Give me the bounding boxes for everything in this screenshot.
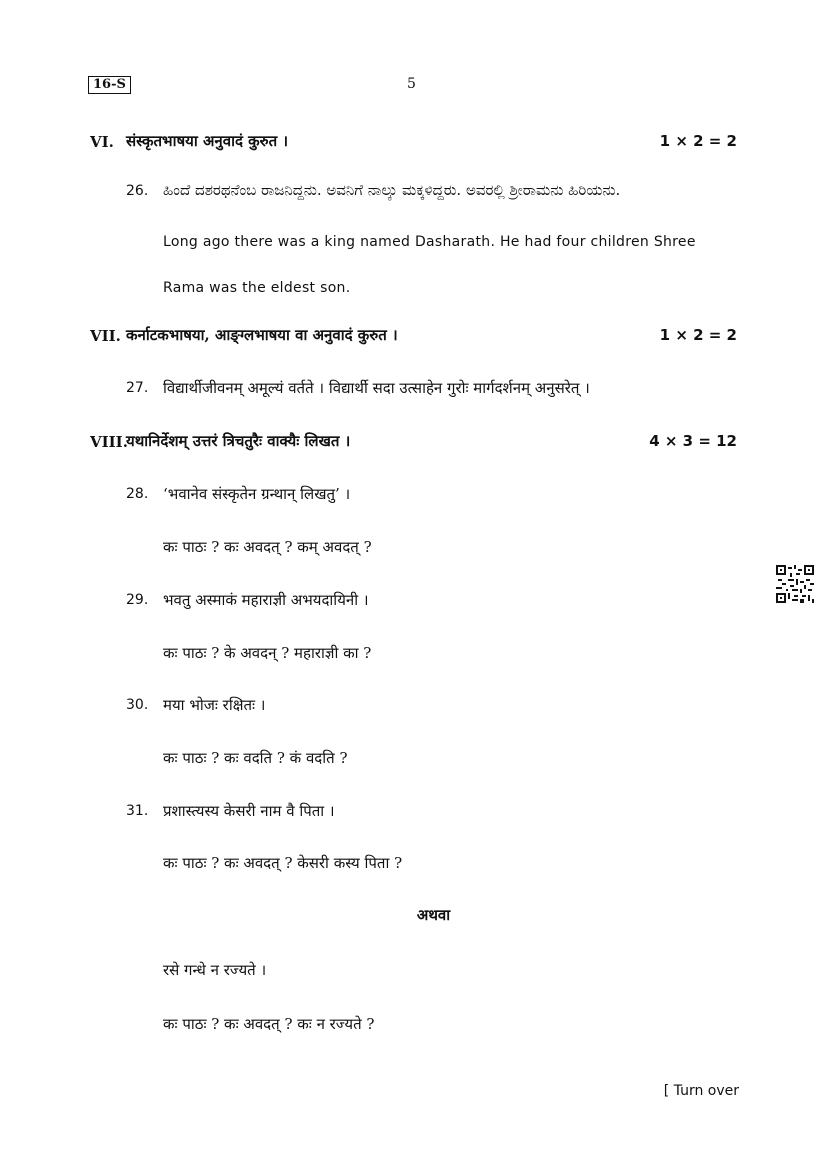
section-viii-marks: 4 × 3 = 12 [649,432,737,450]
section-vii-title: कर्नाटकभाषया, आङ्ग्लभाषया वा अनुवादं कुरुत । [126,326,398,344]
section-vi-marks: 1 × 2 = 2 [659,132,737,150]
question-26-number: 26. [126,183,149,199]
question-28-number: 28. [126,486,149,502]
section-vi-number: VI. [90,133,114,151]
question-27-text: विद्यार्थीजीवनम् अमूल्यं वर्तते । विद्यार्थी सदा उत्साहेन गुरोः मार्गदर्शनम् अनुसरेत् । [163,379,590,397]
question-31-text: प्रशास्त्यस्य केसरी नाम वै पिता । [163,802,335,820]
question-27-number: 27. [126,380,149,396]
section-viii-number: VIII. [90,433,128,451]
page-number: 5 [407,76,416,92]
question-31-alternative-text: रसे गन्धे न रज्यते । [163,961,267,979]
question-28-text: ‘भवानेव संस्कृतेन ग्रन्थान् लिखतु’ । [163,485,351,503]
question-30-text: मया भोजः रक्षितः । [163,696,266,714]
question-31-alternative-subquestions: कः पाठः ? कः अवदत् ? कः न रज्यते ? [163,1015,375,1033]
question-30-subquestions: कः पाठः ? कः वदति ? कं वदति ? [163,749,348,767]
question-29-subquestions: कः पाठः ? के अवदन् ? महाराज्ञी का ? [163,644,372,662]
qr-code-icon [776,565,814,603]
question-29-number: 29. [126,592,149,608]
question-28-subquestions: कः पाठः ? कः अवदत् ? कम् अवदत् ? [163,538,372,556]
question-26-english-line1: Long ago there was a king named Dasharath. He had four children Shree [163,234,696,250]
turn-over-label: [ Turn over [663,1083,739,1099]
question-29-text: भवतु अस्माकं महाराज्ञी अभयदायिनी । [163,591,369,609]
section-vi-title: संस्कृतभाषया अनुवादं कुरुत । [126,132,289,150]
section-viii-title: यथानिर्देशम् उत्तरं त्रिचतुरैः वाक्यैः लिखत । [126,432,351,450]
question-26-text: ಹಿಂದೆ ದಶರಥನೆಂಬ ರಾಜನಿದ್ದನು. ಅವನಿಗೆ ನಾಲ್ಕು ಮಕ್ಕಳಿದ್ದರು. ಅವರಲ್ಲಿ ಶ್ರೀರಾಮನು ಹಿರಿಯನು. [163,181,621,199]
section-vii-number: VII. [90,327,121,345]
paper-code: 16-S [88,76,131,94]
question-30-number: 30. [126,697,149,713]
or-divider: अथवा [416,906,451,924]
question-26-english-line2: Rama was the eldest son. [163,280,351,296]
question-31-subquestions: कः पाठः ? कः अवदत् ? केसरी कस्य पिता ? [163,854,403,872]
question-31-number: 31. [126,803,149,819]
section-vii-marks: 1 × 2 = 2 [659,326,737,344]
